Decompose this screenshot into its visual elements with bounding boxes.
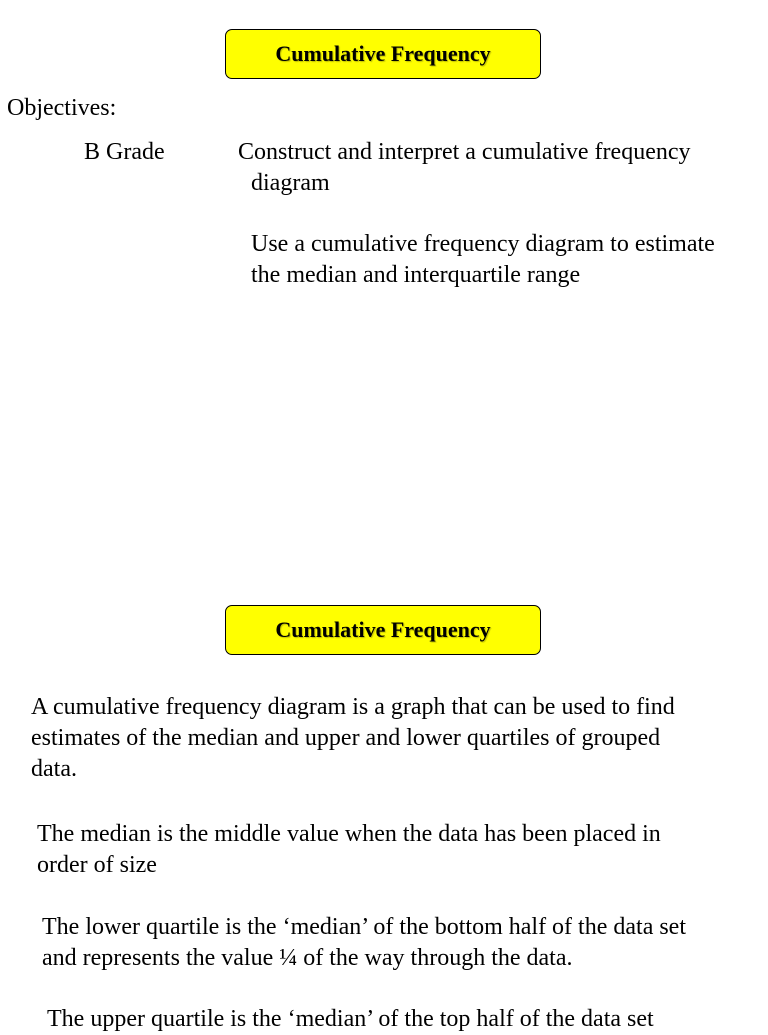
lower-quartile-line-1: The lower quartile is the ‘median’ of the bottom half of the data set [42,914,687,940]
definition-paragraph [31,692,751,785]
slide2-title-box [225,605,541,655]
definition-line-3: data. [31,756,77,782]
median-paragraph [37,819,737,881]
median-line-1: The median is the middle value when the data has been placed in [37,821,661,847]
slide2-title: Cumulative Frequency [275,617,491,642]
objective-1-line-1: Construct and interpret a cumulative frequency [238,139,691,165]
objective-2-line-2: the median and interquartile range [251,262,581,288]
slide1-title-box [225,29,541,79]
median-line-2: order of size [37,852,157,878]
upper-quartile-paragraph [47,1004,757,1035]
slide1-title: Cumulative Frequency [275,41,491,66]
definition-line-1: A cumulative frequency diagram is a graph that can be used to find [31,694,675,720]
upper-quartile-line-1: The upper quartile is the ‘median’ of the top half of the data set [47,1006,654,1032]
grade-label: B Grade [84,139,165,165]
objective-2-line-1: Use a cumulative frequency diagram to estimate [251,231,715,257]
lower-quartile-paragraph [42,912,752,974]
objective-2 [251,229,766,291]
objective-1-line-2: diagram [251,170,330,196]
lower-quartile-line-2: and represents the value ¼ of the way through the data. [42,945,573,971]
objective-1 [238,137,758,199]
definition-line-2: estimates of the median and upper and lower quartiles of grouped [31,725,661,751]
objectives-label: Objectives: [7,95,117,121]
